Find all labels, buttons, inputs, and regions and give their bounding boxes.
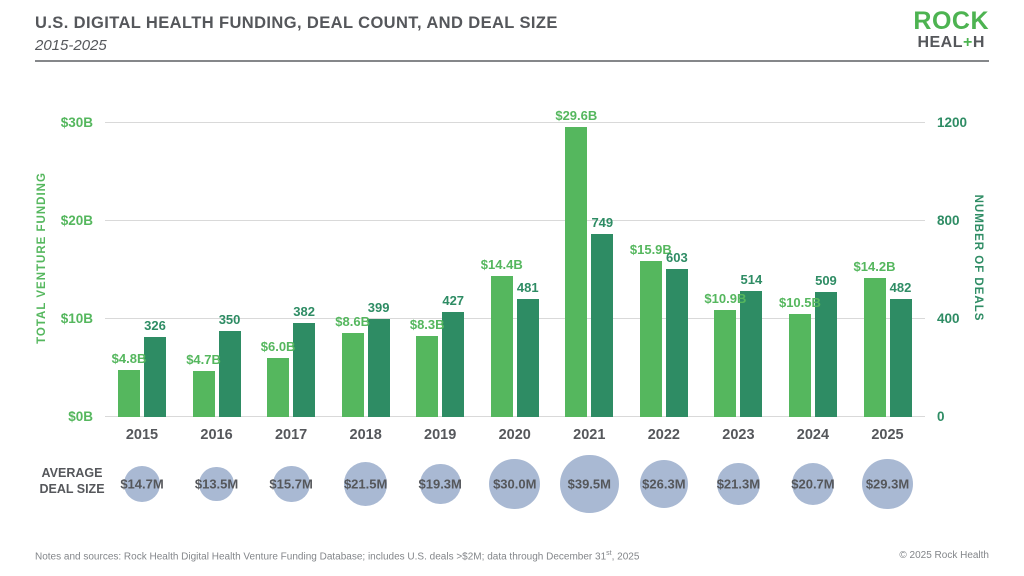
deals-bar xyxy=(890,299,912,417)
gridline xyxy=(105,122,925,123)
deals-bar xyxy=(144,337,166,417)
deals-value-label: 326 xyxy=(144,318,166,334)
avg-deal-size-value: $15.7M xyxy=(269,476,313,492)
funding-value-label: $6.0B xyxy=(260,339,296,355)
avg-deal-size-value: $30.0M xyxy=(493,476,537,492)
deals-bar xyxy=(591,234,613,418)
deals-bar xyxy=(293,323,315,417)
page-title: U.S. DIGITAL HEALTH FUNDING, DEAL COUNT, AND DEAL SIZE xyxy=(35,14,558,32)
rock-health-logo xyxy=(913,9,989,51)
year-label: 2016 xyxy=(200,427,233,443)
deals-value-label: 482 xyxy=(889,279,912,295)
year-label: 2020 xyxy=(498,427,531,443)
avg-deal-size-value: $21.3M xyxy=(716,476,761,492)
year-label: 2015 xyxy=(125,427,159,443)
funding-bar xyxy=(118,370,140,417)
funding-bar xyxy=(342,333,364,417)
logo-line1: ROCK xyxy=(913,7,989,35)
avg-deal-size-value: $20.7M xyxy=(791,476,835,492)
avg-deal-size-value: $21.5M xyxy=(343,476,388,492)
deals-value-label: 350 xyxy=(218,312,241,328)
deals-value-label: 399 xyxy=(367,300,390,316)
deals-bar xyxy=(666,269,688,417)
right-axis-tick: 0 xyxy=(937,409,945,424)
deals-bar xyxy=(442,312,464,417)
year-label: 2019 xyxy=(424,427,457,443)
funding-value-label: $10.9B xyxy=(704,291,747,307)
funding-value-label: $14.4B xyxy=(480,256,523,272)
gridline xyxy=(105,220,925,221)
deals-bar xyxy=(815,292,837,417)
avg-deal-size-value: $29.3M xyxy=(865,476,910,492)
page-subtitle: 2015-2025 xyxy=(35,37,107,54)
deals-value-label: 509 xyxy=(815,273,837,289)
funding-bar xyxy=(565,127,587,417)
plot-area xyxy=(36,100,984,443)
logo-line2: HEAL+H xyxy=(917,34,985,51)
header-divider xyxy=(35,60,989,62)
funding-bar xyxy=(714,310,736,417)
avg-deal-size-value: $26.3M xyxy=(642,476,686,492)
deals-bar xyxy=(740,291,762,417)
right-axis-tick: 1200 xyxy=(937,115,968,130)
funding-value-label: $15.9B xyxy=(629,242,672,258)
funding-value-label: $8.6B xyxy=(335,313,370,329)
funding-bar xyxy=(640,261,662,417)
funding-value-label: $8.3B xyxy=(409,316,445,332)
footnote: Notes and sources: Rock Health Digital Health Venture Funding Database; includes U.S. deals >$2M; data through December 31st, 2025 xyxy=(35,550,640,563)
funding-bar xyxy=(491,276,513,417)
avg-deal-size-value: $19.3M xyxy=(418,476,462,492)
deals-value-label: 427 xyxy=(442,293,465,309)
avg-deal-size-value: $14.7M xyxy=(120,476,164,492)
year-label: 2021 xyxy=(573,427,606,443)
left-axis-tick: $10B xyxy=(60,311,93,326)
right-axis-title: NUMBER OF DEALS xyxy=(972,194,984,322)
deals-bar xyxy=(368,319,390,417)
year-label: 2023 xyxy=(722,427,755,443)
left-axis-tick: $0B xyxy=(68,409,93,424)
funding-value-label: $4.8B xyxy=(111,350,147,366)
avg-deal-size-value: $13.5M xyxy=(194,476,239,492)
deals-bar xyxy=(219,331,241,417)
deals-value-label: 514 xyxy=(740,272,763,288)
deals-bar xyxy=(517,299,539,417)
left-axis-title: TOTAL VENTURE FUNDING xyxy=(36,172,48,344)
deals-value-label: 603 xyxy=(665,250,688,266)
funding-value-label: $4.7B xyxy=(186,351,221,367)
deals-value-label: 481 xyxy=(516,280,539,296)
avg-deal-size-value: $39.5M xyxy=(567,476,611,492)
logo-plus-icon: + xyxy=(963,34,973,51)
funding-value-label: $10.5B xyxy=(778,295,821,311)
funding-bar xyxy=(267,358,289,417)
funding-bar xyxy=(864,278,886,417)
bubble-row xyxy=(105,450,910,528)
deals-value-label: 382 xyxy=(293,304,315,320)
average-deal-size-label: AVERAGE DEAL SIZE xyxy=(39,466,105,496)
funding-bar xyxy=(193,371,215,417)
copyright: © 2025 Rock Health xyxy=(899,550,989,561)
right-axis-tick: 800 xyxy=(937,213,960,228)
year-label: 2024 xyxy=(796,427,830,443)
left-axis-tick: $30B xyxy=(60,115,93,130)
year-label: 2018 xyxy=(349,427,382,443)
year-label: 2025 xyxy=(871,427,904,443)
left-axis-tick: $20B xyxy=(60,213,93,228)
funding-bar xyxy=(789,314,811,417)
deals-value-label: 749 xyxy=(591,214,614,230)
funding-value-label: $14.2B xyxy=(853,258,896,274)
funding-bar xyxy=(416,336,438,417)
funding-value-label: $29.6B xyxy=(555,107,598,123)
year-label: 2017 xyxy=(274,427,308,443)
year-label: 2022 xyxy=(647,427,680,443)
right-axis-tick: 400 xyxy=(937,311,960,326)
